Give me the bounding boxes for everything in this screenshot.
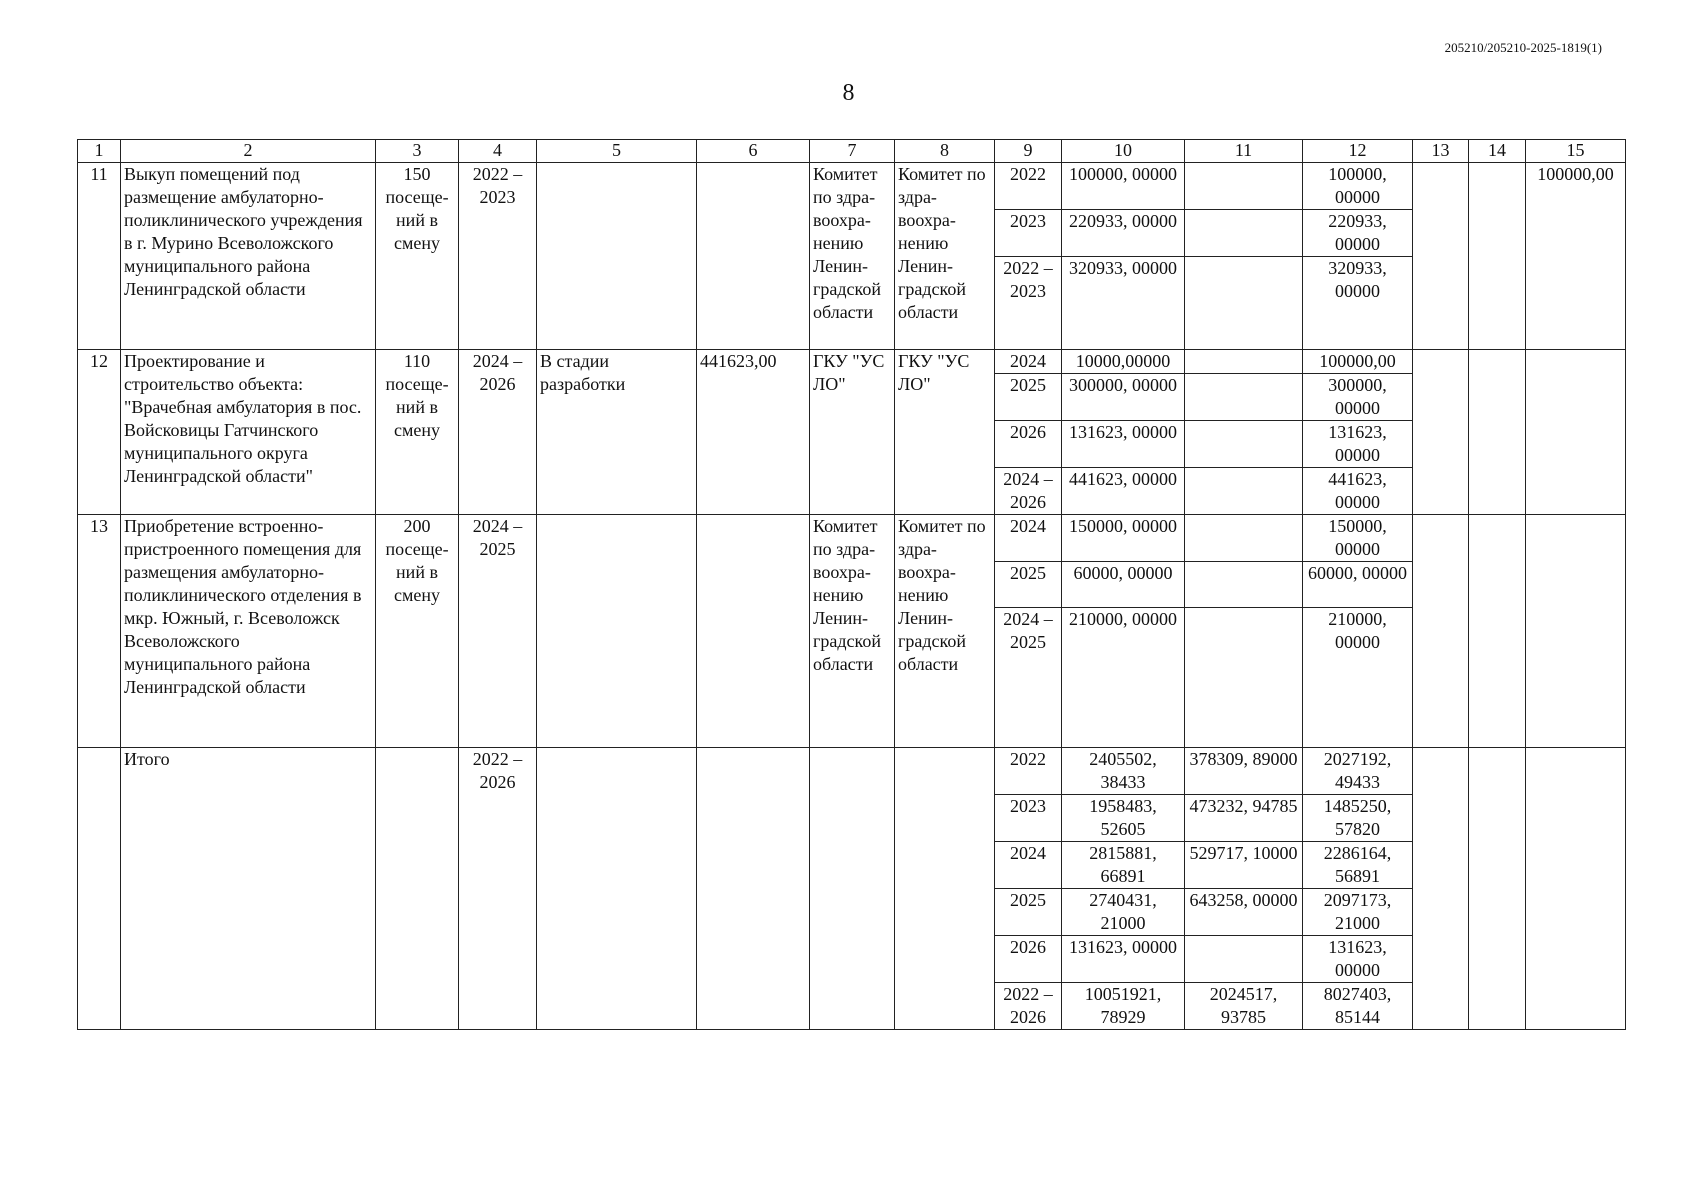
total-amount: 1958483, 52605 (1062, 795, 1185, 842)
col-header: 1 (78, 140, 121, 163)
year: 2025 (995, 562, 1062, 608)
table-row (78, 350, 1626, 374)
program-table (77, 139, 1626, 1030)
customer-org: Комитет по здра-воохра-нению Ленин-градской области (895, 163, 995, 350)
empty-cell (1413, 163, 1469, 350)
year: 2024 (995, 515, 1062, 562)
empty-cell (895, 748, 995, 1030)
row-number: 11 (78, 163, 121, 350)
federal-amount: 643258, 00000 (1185, 889, 1303, 936)
empty-cell (1413, 748, 1469, 1030)
col-header: 4 (459, 140, 537, 163)
regional-amount: 150000, 00000 (1303, 515, 1413, 562)
regional-amount: 210000, 00000 (1303, 608, 1413, 748)
row-number: 13 (78, 515, 121, 748)
regional-amount: 2097173, 21000 (1303, 889, 1413, 936)
empty-cell (1469, 163, 1526, 350)
total-amount: 10051921, 78929 (1062, 983, 1185, 1030)
empty-cell (78, 748, 121, 1030)
total-row (78, 748, 1626, 795)
total-amount: 10000,00000 (1062, 350, 1185, 374)
federal-amount (1185, 936, 1303, 983)
stage (537, 163, 697, 350)
cost (697, 163, 810, 350)
regional-amount: 220933, 00000 (1303, 210, 1413, 257)
column-numbers-row (78, 140, 1626, 163)
federal-amount: 2024517, 93785 (1185, 983, 1303, 1030)
regional-amount: 131623, 00000 (1303, 421, 1413, 468)
regional-amount: 8027403, 85144 (1303, 983, 1413, 1030)
period: 2024 – 2026 (459, 350, 537, 515)
federal-amount (1185, 374, 1303, 421)
federal-amount (1185, 515, 1303, 562)
empty-cell (537, 748, 697, 1030)
col-header: 10 (1062, 140, 1185, 163)
federal-amount: 473232, 94785 (1185, 795, 1303, 842)
empty-cell (1413, 515, 1469, 748)
total-amount: 2740431, 21000 (1062, 889, 1185, 936)
col-header: 7 (810, 140, 895, 163)
year: 2022 (995, 748, 1062, 795)
empty-cell (1469, 748, 1526, 1030)
responsible-org: Комитет по здра-воохра-нению Ленин-градской области (810, 163, 895, 350)
total-label: Итого (121, 748, 376, 1030)
empty-cell (376, 748, 459, 1030)
empty-cell (1526, 748, 1626, 1030)
total-amount: 210000, 00000 (1062, 608, 1185, 748)
col-header: 9 (995, 140, 1062, 163)
empty-cell (1469, 515, 1526, 748)
empty-cell (1526, 350, 1626, 515)
federal-amount (1185, 210, 1303, 257)
regional-amount: 320933, 00000 (1303, 257, 1413, 350)
year: 2024 – 2026 (995, 468, 1062, 515)
table-row (78, 515, 1626, 562)
federal-amount (1185, 257, 1303, 350)
year: 2025 (995, 889, 1062, 936)
federal-amount (1185, 468, 1303, 515)
empty-cell (1526, 515, 1626, 748)
empty-cell (697, 748, 810, 1030)
federal-amount (1185, 562, 1303, 608)
col-header: 13 (1413, 140, 1469, 163)
col-header: 8 (895, 140, 995, 163)
capacity: 110 посеще-ний в смену (376, 350, 459, 515)
table-row (78, 163, 1626, 210)
object-name: Проектирование и строительство объекта: "Врачебная амбулатория в пос. Войсковицы Гатчинского муниципального округа Ленинградской области" (121, 350, 376, 515)
total-amount: 441623, 00000 (1062, 468, 1185, 515)
year: 2022 (995, 163, 1062, 210)
total-amount: 2405502, 38433 (1062, 748, 1185, 795)
year: 2024 – 2025 (995, 608, 1062, 748)
year: 2026 (995, 936, 1062, 983)
object-name: Приобретение встроенно-пристроенного помещения для размещения амбулаторно-поликлинического отделения в мкр. Южный, г. Всеволожск Всеволожского муниципального района Ленинградской области (121, 515, 376, 748)
empty-cell (1413, 350, 1469, 515)
year: 2026 (995, 421, 1062, 468)
col-header: 6 (697, 140, 810, 163)
regional-amount: 300000, 00000 (1303, 374, 1413, 421)
year: 2025 (995, 374, 1062, 421)
responsible-org: Комитет по здра-воохра-нению Ленин-градской области (810, 515, 895, 748)
row-number: 12 (78, 350, 121, 515)
regional-amount: 60000, 00000 (1303, 562, 1413, 608)
col-header: 14 (1469, 140, 1526, 163)
regional-amount: 100000, 00000 (1303, 163, 1413, 210)
cost: 441623,00 (697, 350, 810, 515)
federal-amount (1185, 421, 1303, 468)
regional-amount: 2027192, 49433 (1303, 748, 1413, 795)
document-number: 205210/205210-2025-1819(1) (1444, 40, 1602, 55)
federal-amount (1185, 350, 1303, 374)
stage (537, 515, 697, 748)
customer-org: ГКУ "УС ЛО" (895, 350, 995, 515)
col-header: 3 (376, 140, 459, 163)
federal-amount: 378309, 89000 (1185, 748, 1303, 795)
col-header: 12 (1303, 140, 1413, 163)
regional-amount: 441623, 00000 (1303, 468, 1413, 515)
responsible-org: ГКУ "УС ЛО" (810, 350, 895, 515)
year: 2023 (995, 795, 1062, 842)
period: 2022 – 2026 (459, 748, 537, 1030)
total-amount: 131623, 00000 (1062, 421, 1185, 468)
capacity: 150 посеще-ний в смену (376, 163, 459, 350)
total-amount: 320933, 00000 (1062, 257, 1185, 350)
col-header: 2 (121, 140, 376, 163)
stage: В стадии разработки (537, 350, 697, 515)
col-header: 5 (537, 140, 697, 163)
period: 2024 – 2025 (459, 515, 537, 748)
total-amount: 150000, 00000 (1062, 515, 1185, 562)
col15-value: 100000,00 (1526, 163, 1626, 350)
regional-amount: 100000,00 (1303, 350, 1413, 374)
federal-amount: 529717, 10000 (1185, 842, 1303, 889)
total-amount: 131623, 00000 (1062, 936, 1185, 983)
year: 2022 – 2023 (995, 257, 1062, 350)
period: 2022 – 2023 (459, 163, 537, 350)
regional-amount: 1485250, 57820 (1303, 795, 1413, 842)
regional-amount: 131623, 00000 (1303, 936, 1413, 983)
total-amount: 300000, 00000 (1062, 374, 1185, 421)
capacity: 200 посеще-ний в смену (376, 515, 459, 748)
total-amount: 2815881, 66891 (1062, 842, 1185, 889)
customer-org: Комитет по здра-воохра-нению Ленин-градской области (895, 515, 995, 748)
empty-cell (1469, 350, 1526, 515)
total-amount: 220933, 00000 (1062, 210, 1185, 257)
empty-cell (810, 748, 895, 1030)
year: 2023 (995, 210, 1062, 257)
col-header: 15 (1526, 140, 1626, 163)
cost (697, 515, 810, 748)
federal-amount (1185, 608, 1303, 748)
total-amount: 100000, 00000 (1062, 163, 1185, 210)
page-number: 8 (842, 80, 855, 106)
col-header: 11 (1185, 140, 1303, 163)
federal-amount (1185, 163, 1303, 210)
year: 2024 (995, 350, 1062, 374)
regional-amount: 2286164, 56891 (1303, 842, 1413, 889)
year: 2024 (995, 842, 1062, 889)
year: 2022 – 2026 (995, 983, 1062, 1030)
object-name: Выкуп помещений под размещение амбулаторно-поликлинического учреждения в г. Мурино Всеволожского муниципального района Ленинградской области (121, 163, 376, 350)
total-amount: 60000, 00000 (1062, 562, 1185, 608)
